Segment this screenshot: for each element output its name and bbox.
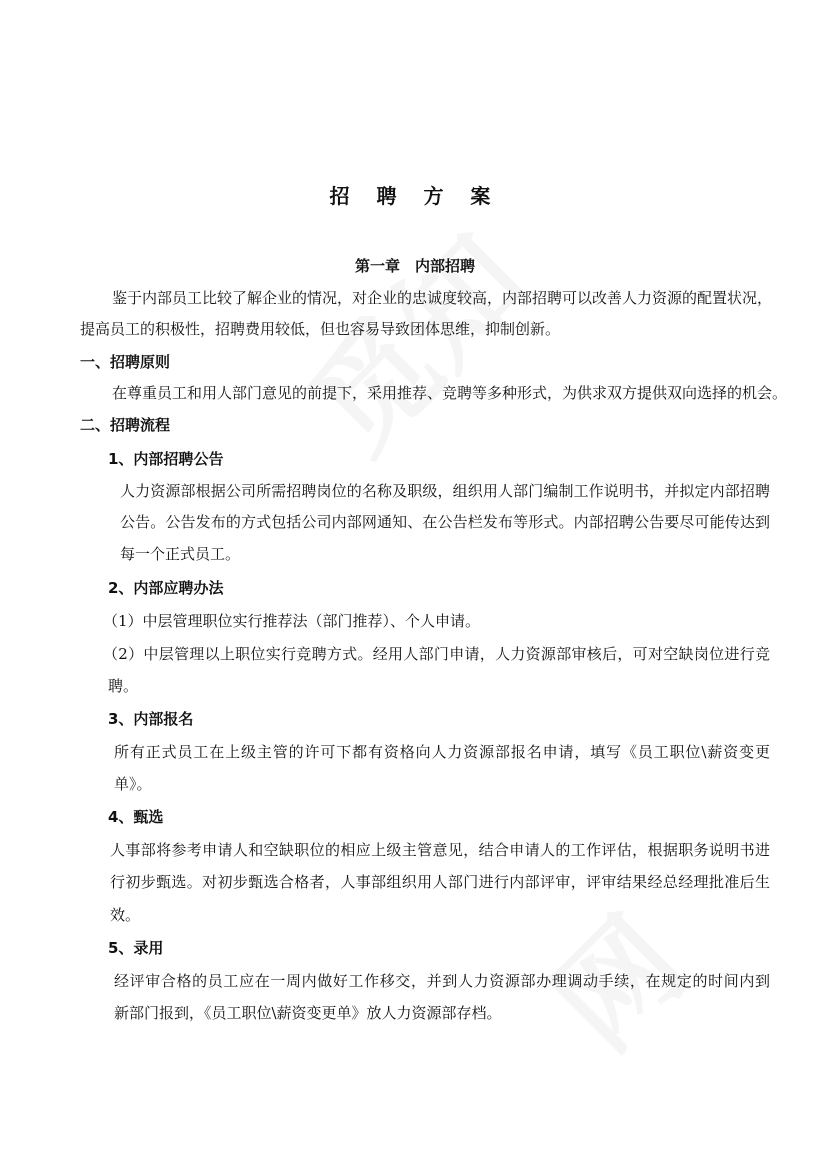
paragraph-line: 行初步甄选。对初步甄选合格者，人事部组织用人部门进行内部评审，评审结果经总经理批准后生 <box>110 873 770 891</box>
paragraph-line: 人事部将参考申请人和空缺职位的相应上级主管意见，结合申请人的工作评估，根据职务说明书进 <box>110 841 770 859</box>
paragraph-line: 每一个正式员工。 <box>120 545 241 563</box>
paragraph-line: 所有正式员工在上级主管的许可下都有资格向人力资源部报名申请，填写《员工职位\薪资变更 <box>114 743 770 761</box>
paragraph-line: 经评审合格的员工应在一周内做好工作移交，并到人力资源部办理调动手续，在规定的时间内到 <box>114 972 770 990</box>
paragraph-line: （1）中层管理职位实行推荐法（部门推荐）、个人申请。 <box>103 612 481 630</box>
paragraph-line: 提高员工的积极性，招聘费用较低，但也容易导致团体思维，抑制创新。 <box>80 320 561 338</box>
paragraph-line: 新部门报到，《员工职位\薪资变更单》放人力资源部存档。 <box>114 1004 502 1022</box>
paragraph-line: 效。 <box>110 906 141 924</box>
paragraph-line: 聘。 <box>108 677 139 695</box>
section-heading: 二、招聘流程 <box>80 416 171 434</box>
subsection-heading: 1、内部招聘公告 <box>108 450 224 468</box>
paragraph-line: 人力资源部根据公司所需招聘岗位的名称及职级，组织用人部门编制工作说明书，并拟定内部招聘 <box>120 482 770 500</box>
paragraph-line: 单》。 <box>114 775 152 793</box>
document-title: 招 聘 方 案 <box>329 184 501 208</box>
paragraph-line: （2）中层管理以上职位实行竞聘方式。经用人部门申请，人力资源部审核后，可对空缺岗位进行竞 <box>103 645 770 663</box>
paragraph-line: 在尊重员工和用人部门意见的前提下，采用推荐、竞聘等多种形式，为供求双方提供双向选择的机会。 <box>112 384 788 402</box>
section-heading: 一、招聘原则 <box>80 353 171 371</box>
subsection-heading: 4、甄选 <box>108 808 164 826</box>
watermark <box>289 214 551 476</box>
subsection-heading: 3、内部报名 <box>108 710 194 728</box>
paragraph-line: 鉴于内部员工比较了解企业的情况，对企业的忠诚度较高，内部招聘可以改善人力资源的配置状况， <box>112 289 773 307</box>
subsection-heading: 2、内部应聘办法 <box>108 579 224 597</box>
paragraph-line: 公告。公告发布的方式包括公司内部网通知、在公告栏发布等形式。内部招聘公告要尽可能传达到 <box>120 513 770 531</box>
subsection-heading: 5、录用 <box>108 939 164 957</box>
chapter-heading: 第一章 内部招聘 <box>354 257 475 275</box>
